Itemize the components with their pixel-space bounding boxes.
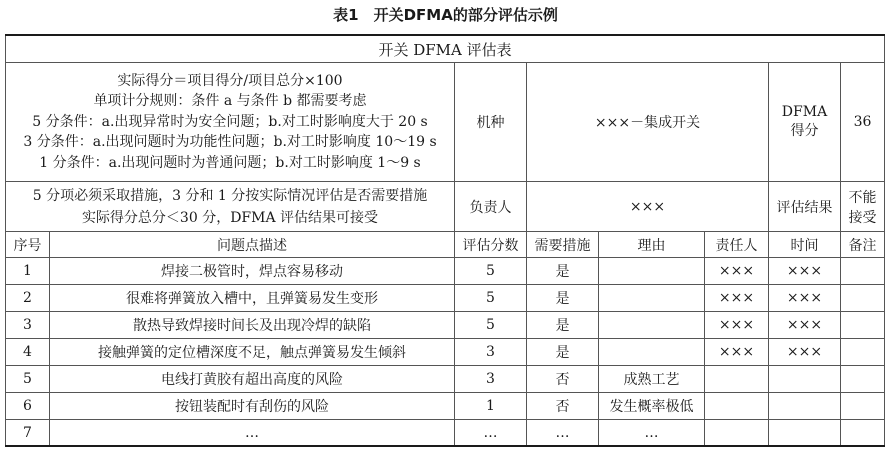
row-score: 5 [455, 258, 527, 285]
row-remark [841, 312, 885, 339]
column-header: 时间 [769, 232, 841, 258]
dfma-score-label-line: 得分 [790, 123, 819, 139]
row-reason [599, 339, 705, 366]
model-value: ×××－集成开关 [527, 63, 769, 182]
rule-line: 实际得分＝项目得分/项目总分×100 [117, 72, 343, 89]
table-row [6, 339, 885, 366]
row-no: 5 [6, 366, 50, 393]
table-row [6, 285, 885, 312]
owner-label: 负责人 [455, 182, 527, 232]
row-person [705, 366, 769, 393]
row-description: 接触弹簧的定位槽深度不足，触点弹簧易发生倾斜 [50, 339, 455, 366]
column-header-row [6, 232, 885, 258]
owner-value: ××× [527, 182, 769, 232]
row-time: ××× [769, 258, 841, 285]
row-description: 焊接二极管时，焊点容易移动 [50, 258, 455, 285]
dfma-evaluation-table [5, 34, 885, 447]
row-remark [841, 393, 885, 420]
row-description: 按钮装配时有刮伤的风险 [50, 393, 455, 420]
row-measure: 是 [527, 312, 599, 339]
result-value-line: 接受 [848, 209, 877, 226]
row-score: 3 [455, 366, 527, 393]
row-measure: 是 [527, 339, 599, 366]
dfma-score-value: 36 [841, 63, 885, 182]
column-header: 序号 [6, 232, 50, 258]
row-reason: 发生概率极低 [599, 393, 705, 420]
form-title: 开关 DFMA 评估表 [6, 35, 885, 63]
row-score: … [455, 420, 527, 447]
row-remark [841, 420, 885, 447]
row-reason: 成熟工艺 [599, 366, 705, 393]
row-score: 1 [455, 393, 527, 420]
note-line: 5 分项必须采取措施，3 分和 1 分按实际情况评估是否需要措施 [32, 187, 428, 204]
row-score: 5 [455, 285, 527, 312]
row-no: 4 [6, 339, 50, 366]
column-header: 评估分数 [455, 232, 527, 258]
row-person [705, 420, 769, 447]
row-time: ××× [769, 312, 841, 339]
row-description: 散热导致焊接时间长及出现冷焊的缺陷 [50, 312, 455, 339]
evaluation-notes [6, 182, 455, 232]
row-person: ××× [705, 285, 769, 312]
table-row [6, 393, 885, 420]
row-time: ××× [769, 285, 841, 312]
row-measure: … [527, 420, 599, 447]
rule-line: 3 分条件：a.出现问题时为功能性问题；b.对工时影响度 10～19 s [23, 134, 437, 151]
table-row [6, 258, 885, 285]
row-no: 2 [6, 285, 50, 312]
column-header: 需要措施 [527, 232, 599, 258]
row-measure: 是 [527, 258, 599, 285]
result-label: 评估结果 [769, 182, 841, 232]
row-remark [841, 285, 885, 312]
table-caption: 表1 开关DFMA的部分评估示例 [333, 6, 558, 24]
dfma-score-label [769, 63, 841, 182]
result-value [841, 182, 885, 232]
table-row [6, 420, 885, 447]
model-label: 机种 [455, 63, 527, 182]
column-header: 责任人 [705, 232, 769, 258]
row-remark [841, 339, 885, 366]
row-time: ××× [769, 339, 841, 366]
rule-line: 5 分条件：a.出现异常时为安全问题；b.对工时影响度大于 20 s [32, 113, 428, 130]
column-header: 理由 [599, 232, 705, 258]
result-value-line: 不能 [848, 189, 877, 206]
row-no: 1 [6, 258, 50, 285]
table-row [6, 366, 885, 393]
rule-line: 1 分条件：a.出现问题时为普通问题；b.对工时影响度 1～9 s [39, 154, 421, 171]
table-row [6, 312, 885, 339]
rule-line: 单项计分规则：条件 a 与条件 b 都需要考虑 [93, 93, 367, 110]
row-measure: 否 [527, 393, 599, 420]
row-no: 7 [6, 420, 50, 447]
note-line: 实际得分总分＜30 分，DFMA 评估结果可接受 [81, 209, 379, 226]
row-person [705, 393, 769, 420]
row-measure: 是 [527, 285, 599, 312]
row-score: 3 [455, 339, 527, 366]
row-reason: … [599, 420, 705, 447]
scoring-rules [6, 63, 455, 182]
row-reason [599, 258, 705, 285]
row-no: 3 [6, 312, 50, 339]
row-reason [599, 312, 705, 339]
row-description: 很难将弹簧放入槽中，且弹簧易发生变形 [50, 285, 455, 312]
row-no: 6 [6, 393, 50, 420]
row-measure: 否 [527, 366, 599, 393]
row-time [769, 420, 841, 447]
column-header: 备注 [841, 232, 885, 258]
row-time [769, 366, 841, 393]
row-score: 5 [455, 312, 527, 339]
row-description: 电线打黄胶有超出高度的风险 [50, 366, 455, 393]
row-remark [841, 258, 885, 285]
row-reason [599, 285, 705, 312]
row-description: … [50, 420, 455, 447]
row-person: ××× [705, 258, 769, 285]
row-person: ××× [705, 339, 769, 366]
row-person: ××× [705, 312, 769, 339]
dfma-score-label-line: DFMA [781, 104, 828, 120]
column-header: 问题点描述 [50, 232, 455, 258]
row-time [769, 393, 841, 420]
row-remark [841, 366, 885, 393]
